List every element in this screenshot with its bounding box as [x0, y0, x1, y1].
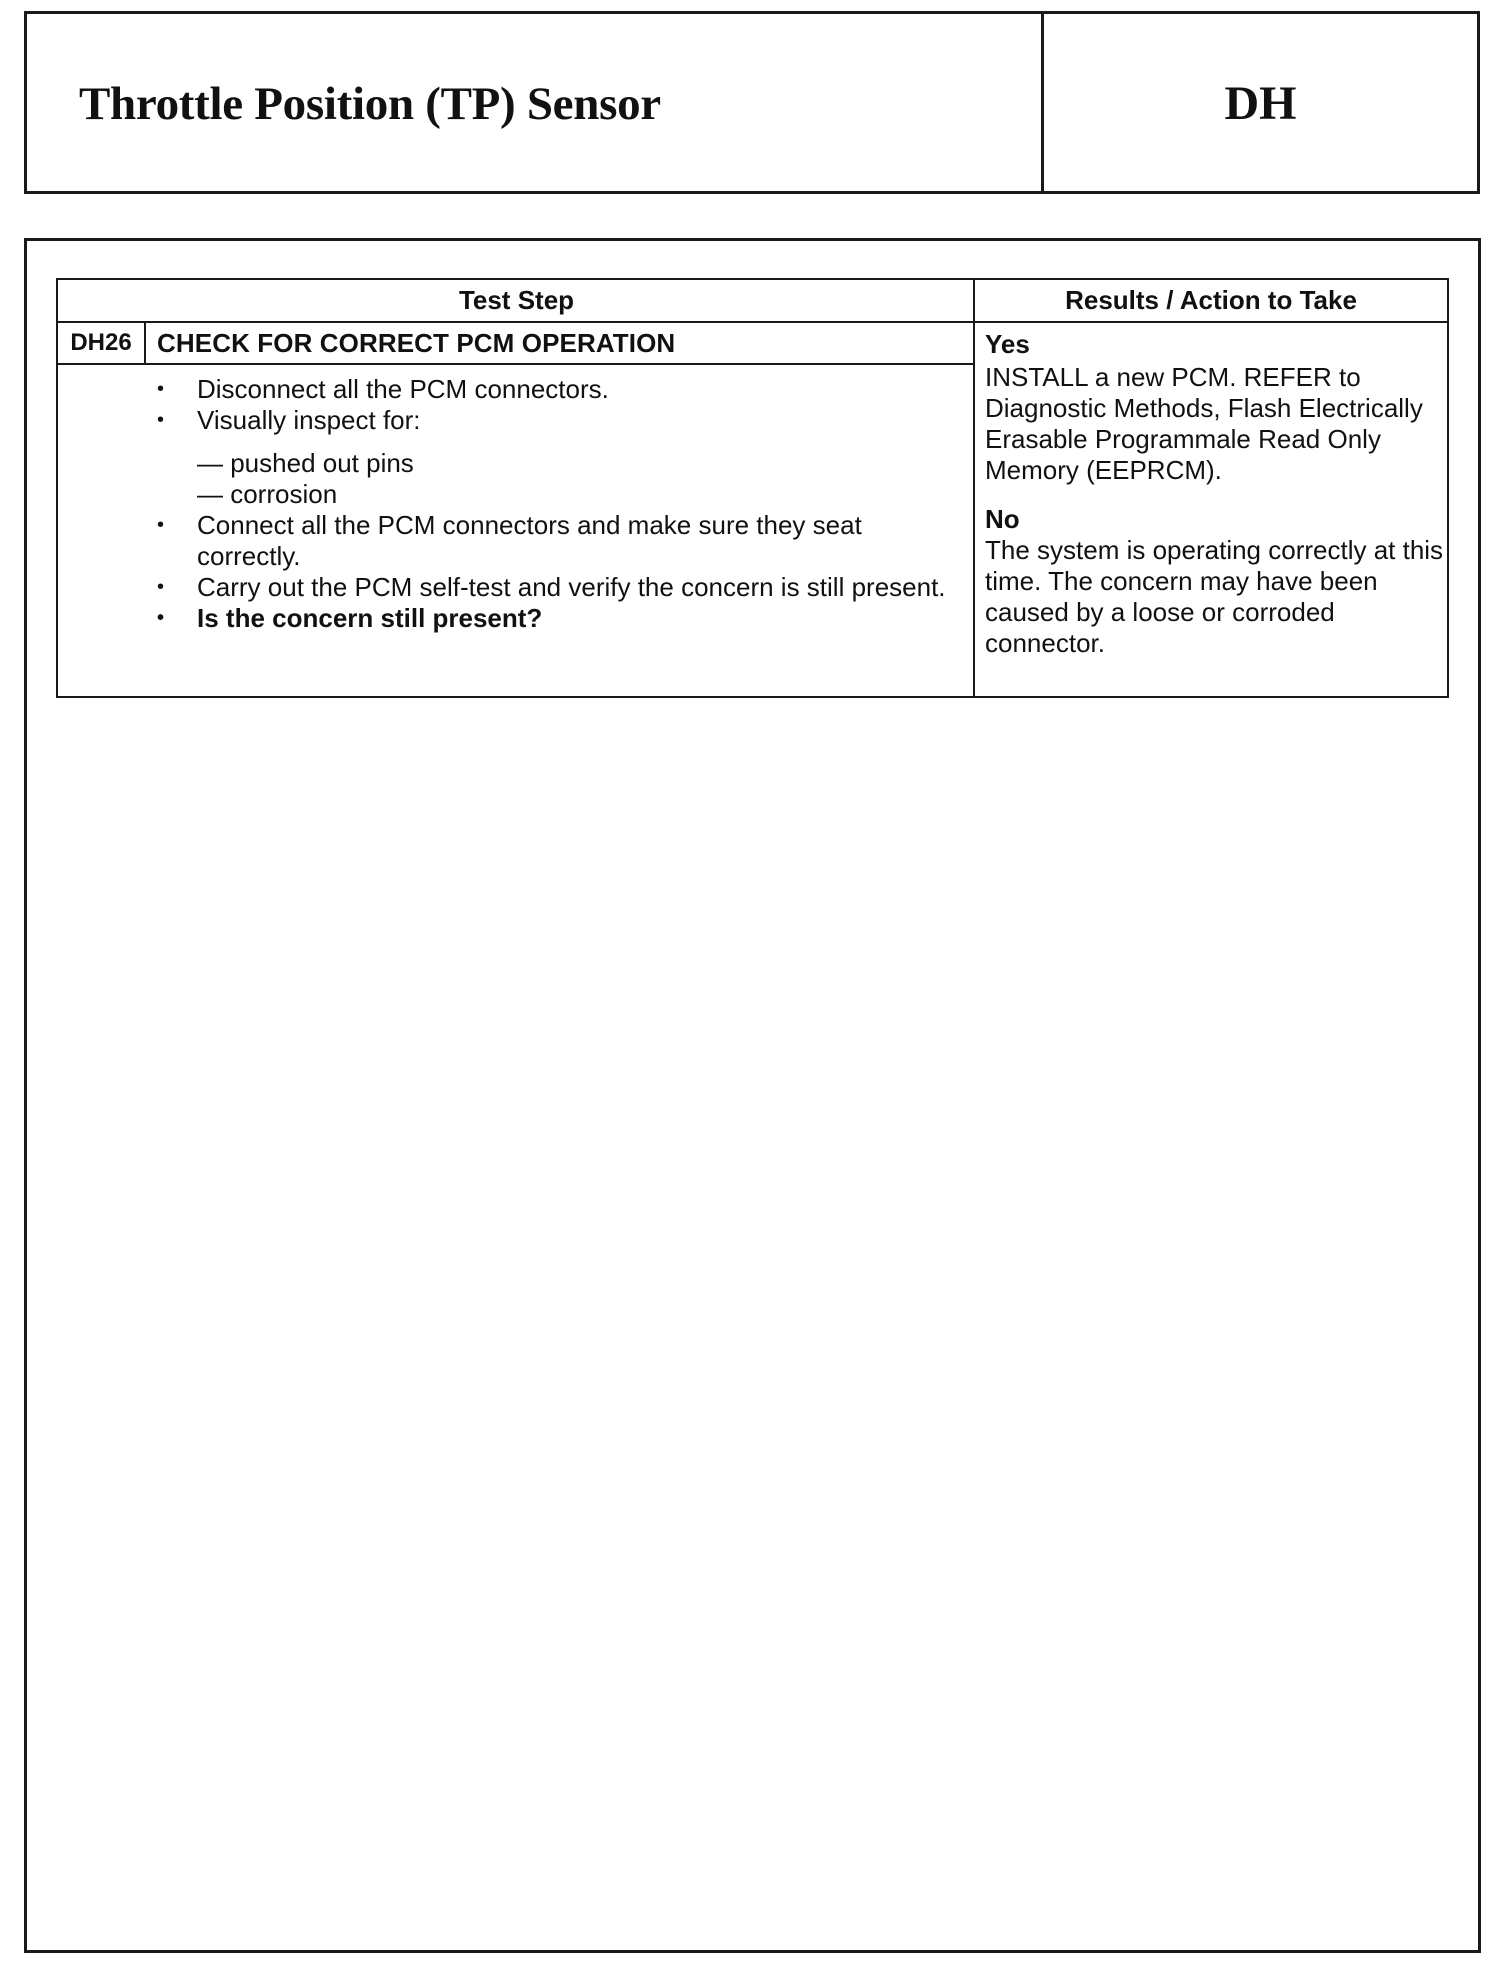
instruction-item — [148, 510, 968, 572]
bullet-icon: • — [157, 409, 165, 431]
section-code: DH — [1224, 77, 1297, 130]
instruction-text: Visually inspect for: — [197, 405, 421, 435]
page-header — [24, 11, 1480, 194]
bullet-icon: • — [157, 378, 165, 400]
step-id: DH26 — [58, 323, 146, 363]
bullet-icon: • — [157, 514, 165, 536]
instruction-question — [148, 603, 968, 634]
header-code-cell — [1044, 14, 1477, 191]
instruction-item — [148, 405, 968, 436]
header-title-cell — [27, 14, 1044, 191]
page-title: Throttle Position (TP) Sensor — [79, 77, 661, 130]
bullet-icon: • — [157, 576, 165, 598]
column-header-results: Results / Action to Take — [975, 280, 1447, 323]
instruction-text: Disconnect all the PCM connectors. — [197, 374, 609, 404]
instruction-text: Connect all the PCM connectors and make sure they seat correctly. — [197, 510, 862, 571]
subitem: — corrosion — [197, 479, 338, 509]
step-instructions — [148, 374, 968, 634]
subitem: — pushed out pins — [197, 448, 414, 478]
result-no-text: The system is operating correctly at this time. The concern may have been caused by a loose or corroded connector. — [985, 535, 1444, 658]
results-column — [985, 329, 1447, 659]
bullet-icon: • — [157, 607, 165, 629]
test-step-table — [56, 278, 1449, 698]
result-yes-label: Yes — [985, 329, 1030, 359]
instruction-item — [148, 374, 968, 405]
column-header-test-step: Test Step — [58, 280, 975, 323]
result-no-label: No — [985, 504, 1020, 534]
instruction-item — [148, 572, 968, 603]
instruction-text: Carry out the PCM self-test and verify the concern is still present. — [197, 572, 946, 602]
result-yes-text: INSTALL a new PCM. REFER to Diagnostic Methods, Flash Electrically Erasable Programmale Read Only Memory (EEPRCM). — [985, 362, 1423, 485]
step-heading-row — [58, 323, 973, 365]
inspection-subitems — [148, 448, 968, 510]
step-title: CHECK FOR CORRECT PCM OPERATION — [157, 327, 676, 358]
question-text: Is the concern still present? — [197, 603, 543, 633]
column-divider — [973, 280, 975, 696]
